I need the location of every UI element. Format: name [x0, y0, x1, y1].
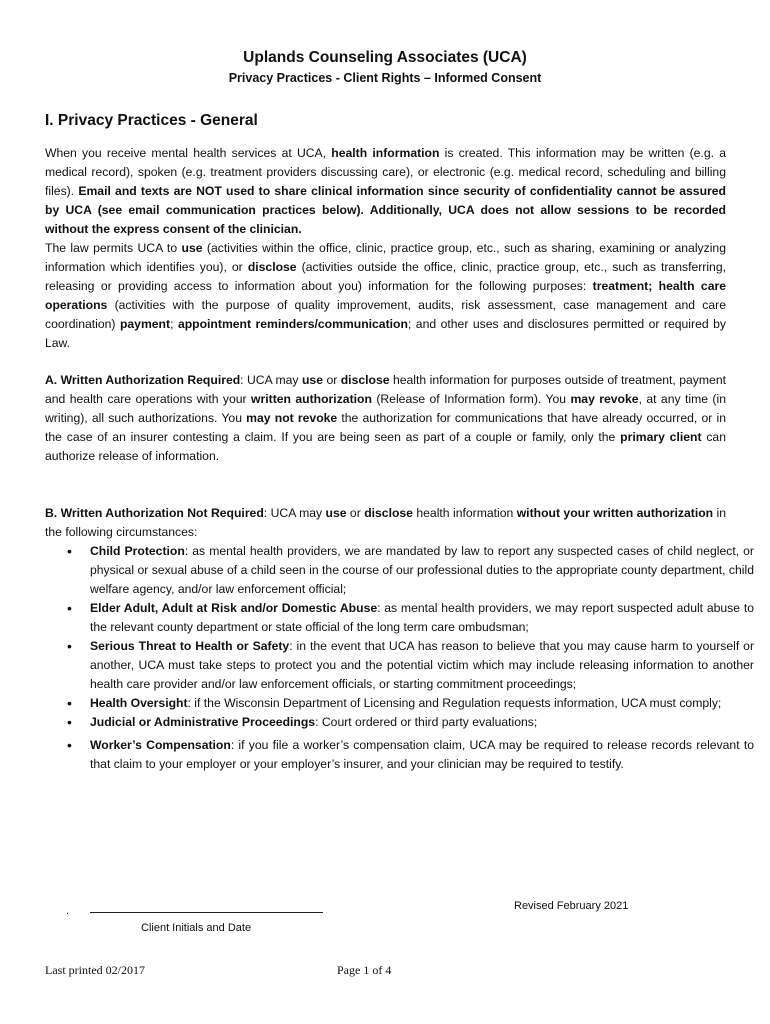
document-subtitle: Privacy Practices - Client Rights – Informed Consent — [228, 71, 542, 85]
last-printed: Last printed 02/2017 — [45, 963, 145, 977]
document-title: Uplands Counseling Associates (UCA) — [243, 49, 527, 66]
list-item: • Serious Threat to Health or Safety: in the event that UCA has reason to believe that you may cause harm to yourself or another, UCA must take steps to protect you and the potential victim which may include releasing information to another health care provider and/or law enforcement officials, or starting commitment proceedings; — [45, 637, 754, 694]
list-item: • Judicial or Administrative Proceedings: Court ordered or third party evaluations; — [45, 713, 754, 732]
signature-line — [90, 912, 323, 913]
page-number: Page 1 of 4 — [337, 963, 392, 977]
revised-date: Revised February 2021 — [514, 900, 629, 912]
stray-mark: . — [66, 905, 70, 917]
intro-paragraph: When you receive mental health services at UCA, health information is created. This information may be written (e.g. a medical record), spoken (e.g. treatment providers discussing care), or electronic (e.g. medical record, scheduling and billing files). Email and texts are NOT used to share clinical information since security of confidentiality cannot be assured by UCA (see email communication practices below). Additionally, UCA does not allow sessions to be recorded without the express consent of the clinician. The law permits UCA to use (activities within the office, clinic, practice group, etc., such as sharing, examining or analyzing information which identifies you), or disclose (activities outside the office, clinic, practice group, etc., such as transferring, releasing or providing access to information about you) information for the following purposes: treatment; health care operations (activities with the purpose of quality improvement, audits, risk assessment, case management and care coordination) payment; appointment reminders/communication; and other uses and disclosures permitted or required by Law. — [45, 146, 727, 350]
authorization-required-paragraph: A. Written Authorization Required: UCA may use or disclose health information for purposes outside of treatment, payment and health care operations with your written authorization (Release of Information form). You may revoke, at any time (in writing), all such authorizations. You may not revoke the authorization for communications that have already occurred, or in the case of an insurer contesting a claim. If you are being seen as part of a couple or family, only the primary client can authorize release of information. — [45, 373, 726, 463]
list-item: • Elder Adult, Adult at Risk and/or Domestic Abuse: as mental health providers, we may report suspected adult abuse to the relevant county department or state official of the long term care ombudsman; — [45, 599, 754, 637]
list-item: • Health Oversight: if the Wisconsin Department of Licensing and Regulation requests information, UCA must comply; — [45, 694, 754, 713]
circumstances-list — [45, 542, 754, 774]
signature-label: Client Initials and Date — [141, 922, 252, 934]
list-item: • Worker’s Compensation: if you file a worker’s compensation claim, UCA may be required to release records relevant to that claim to your employer or your employer’s insurer, and your clinician may be required to testify. — [45, 736, 754, 774]
authorization-not-required-paragraph: B. Written Authorization Not Required: UCA may use or disclose health information without your written authorization in the following circumstances: — [45, 506, 727, 539]
list-item: • Child Protection: as mental health providers, we are mandated by law to report any suspected cases of child neglect, or physical or sexual abuse of a child seen in the course of our professional duties to the appropriate county department, child welfare agency, and/or law enforcement official; — [45, 542, 754, 599]
section-heading: I. Privacy Practices - General — [45, 112, 258, 129]
